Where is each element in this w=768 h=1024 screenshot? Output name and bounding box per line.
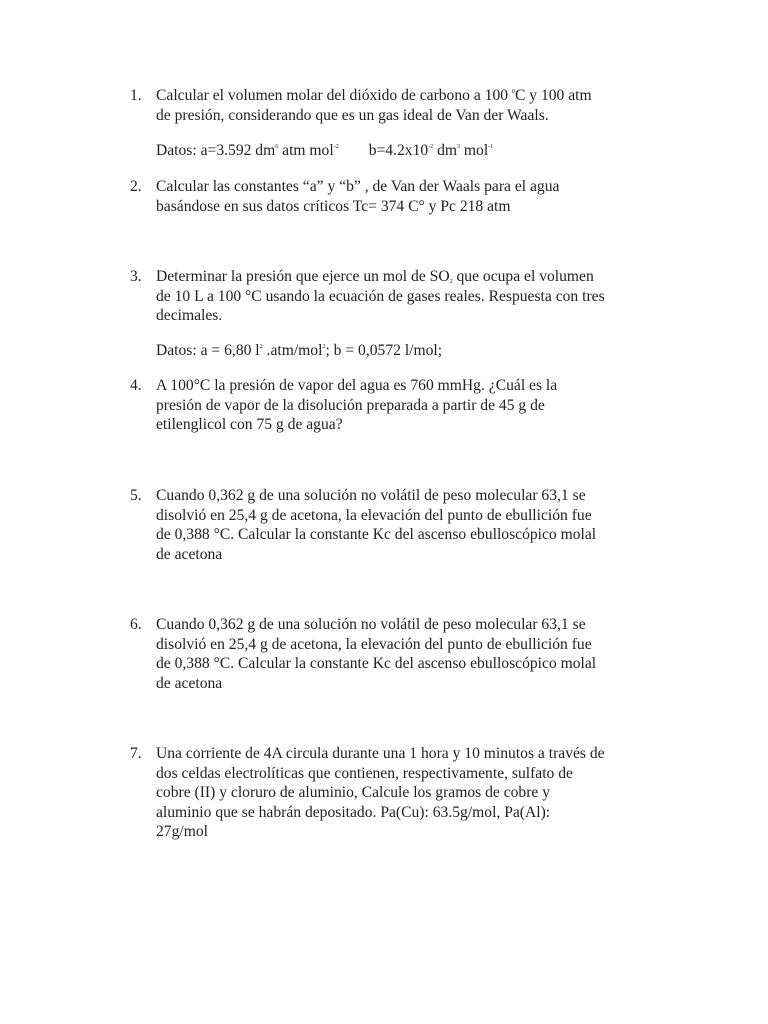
question-number: 4. (130, 377, 142, 394)
question-5 (130, 486, 670, 564)
question-number: 6. (130, 616, 142, 633)
question-line: de presión, considerando que es un gas ideal de Van der Waals. (156, 106, 549, 124)
question-number: 3. (130, 268, 142, 285)
question-1-data: Datos: a=3.592 $dm^6$ atm mol$^{-2}$ $b=4.2x10^{-2}$ $dm^3$ mol$^{-1}$ (156, 142, 494, 159)
question-line: aluminio que se habrán depositado. Pa(Cu): 63.5g/mol, Pa(Al): (156, 803, 551, 821)
question-line: Una corriente de 4A circula durante una 1 hora y 10 minutos a través de (156, 745, 605, 762)
question-line: decimales. (156, 307, 223, 324)
question-number: 1. (130, 87, 142, 104)
question-1 (130, 86, 670, 125)
question-line: Cuando 0,362 g de una solución no volátil de peso molecular 63,1 se (156, 616, 586, 633)
question-2 (130, 177, 670, 216)
question-line: A 100°C la presión de vapor del agua es 760 mmHg. ¿Cuál es la (156, 377, 558, 394)
question-line: de acetona (156, 674, 223, 692)
question-number: 2. (130, 178, 142, 195)
question-line: presión de vapor de la disolución preparada a partir de 45 g de (156, 396, 545, 414)
question-line: Calcular el volumen molar del dióxido de carbono a 100 $^0$C y 100 atm (156, 87, 592, 104)
question-line: de 0,388 °C. Calcular la constante Kc del ascenso ebulloscópico molal (156, 526, 597, 543)
question-line: dos celdas electrolíticas que contienen, respectivamente, sulfato de (156, 764, 573, 782)
question-line: Cuando 0,362 g de una solución no volátil de peso molecular 63,1 se (156, 487, 586, 504)
question-line: de 0,388 °C. Calcular la constante Kc del ascenso ebulloscópico molal (156, 655, 597, 672)
question-line: cobre (II) y cloruro de aluminio, Calcule los gramos de cobre y (156, 784, 551, 801)
question-line: disolvió en 25,4 g de acetona, la elevación del punto de ebullición fue (156, 635, 592, 653)
question-3 (130, 267, 670, 326)
question-line: 27g/mol (156, 823, 208, 840)
question-line: basándose en sus datos críticos Tc= 374 C° y Pc 218 atm (156, 197, 511, 215)
question-line: de acetona (156, 545, 223, 563)
question-line: Determinar la presión que ejerce un mol de $SO_2$ que ocupa el volumen (156, 268, 594, 285)
question-number: 5. (130, 487, 142, 504)
question-line: etilenglicol con 75 g de agua? (156, 416, 343, 433)
question-line: de 10 L a 100 °C usando la ecuación de gases reales. Respuesta con tres (156, 287, 605, 305)
question-6 (130, 615, 670, 693)
question-line: Calcular las constantes “a” y “b” , de Van der Waals para el agua (156, 178, 560, 195)
question-line: disolvió en 25,4 g de acetona, la elevación del punto de ebullición fue (156, 506, 592, 524)
question-7 (130, 744, 670, 842)
question-4 (130, 376, 670, 435)
question-3-data: Datos: a = 6,80 $l^2$ .atm/mol$^2$; b = 0,0572 l/mol; (156, 342, 443, 359)
question-number: 7. (130, 745, 142, 762)
